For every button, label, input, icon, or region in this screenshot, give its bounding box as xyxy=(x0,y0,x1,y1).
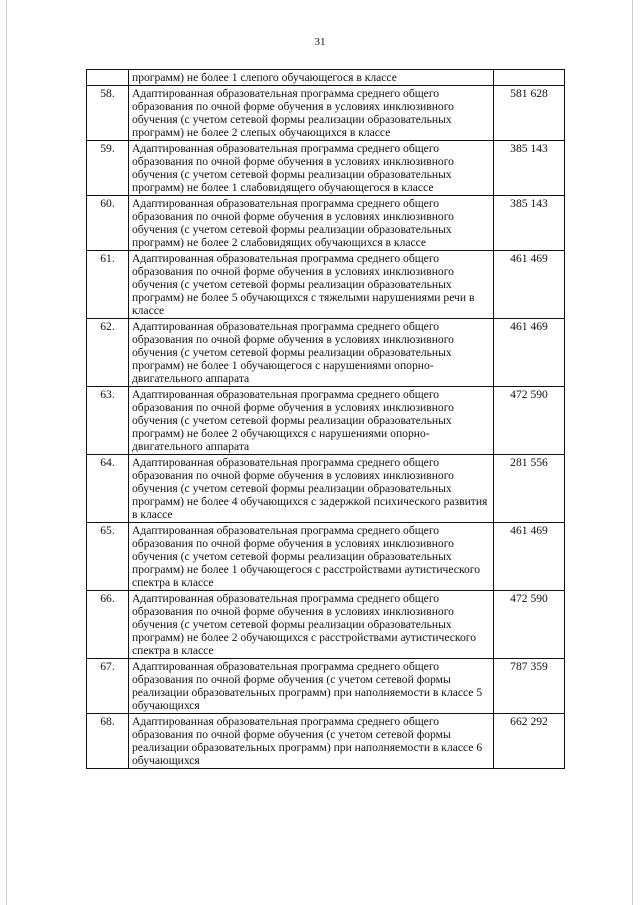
table-row xyxy=(87,196,565,251)
row-description: Адаптированная образовательная программа среднего общего образования по очной форме обучения в условиях инклюзивного обучения (с учетом сетевой формы реализации образовательных программ) не более 4 обучающихся с задержкой психического развития в классе xyxy=(129,455,494,523)
row-description: Адаптированная образовательная программа среднего общего образования по очной форме обучения в условиях инклюзивного обучения (с учетом сетевой формы реализации образовательных программ) не более 2 обучающихся с расстройствами аутистического спектра в классе xyxy=(129,591,494,659)
row-number: 68. xyxy=(87,714,129,769)
row-description: Адаптированная образовательная программа среднего общего образования по очной форме обучения в условиях инклюзивного обучения (с учетом сетевой формы реализации образовательных программ) не более 1 обучающегося с расстройствами аутистического спектра в классе xyxy=(129,523,494,591)
row-description: Адаптированная образовательная программа среднего общего образования по очной форме обучения (с учетом сетевой формы реализации образовательных программ) при наполняемости в классе 6 обучающихся xyxy=(129,714,494,769)
right-scan-edge xyxy=(632,0,633,905)
row-number: 66. xyxy=(87,591,129,659)
row-value: 461 469 xyxy=(494,251,565,319)
row-description: Адаптированная образовательная программа среднего общего образования по очной форме обучения в условиях инклюзивного обучения (с учетом сетевой формы реализации образовательных программ) не более 5 обучающихся с тяжелыми нарушениями речи в классе xyxy=(129,251,494,319)
row-number: 67. xyxy=(87,659,129,714)
row-value: 787 359 xyxy=(494,659,565,714)
document-table xyxy=(86,69,565,769)
table-row xyxy=(87,659,565,714)
row-description: Адаптированная образовательная программа среднего общего образования по очной форме обучения в условиях инклюзивного обучения (с учетом сетевой формы реализации образовательных программ) не более 2 слепых обучающихся в классе xyxy=(129,86,494,141)
row-value: 385 143 xyxy=(494,196,565,251)
row-value: 461 469 xyxy=(494,523,565,591)
table-row-continuation xyxy=(87,70,565,86)
row-number: 64. xyxy=(87,455,129,523)
table-row xyxy=(87,714,565,769)
row-value: 385 143 xyxy=(494,141,565,196)
table-row xyxy=(87,387,565,455)
row-value: 472 590 xyxy=(494,591,565,659)
left-scan-edge xyxy=(6,0,7,905)
row-description: Адаптированная образовательная программа среднего общего образования по очной форме обучения в условиях инклюзивного обучения (с учетом сетевой формы реализации образовательных программ) не более 2 обучающихся с нарушениями опорно-двигательного аппарата xyxy=(129,387,494,455)
row-description: программ) не более 1 слепого обучающегося в классе xyxy=(129,70,494,86)
row-value: 472 590 xyxy=(494,387,565,455)
row-value: 662 292 xyxy=(494,714,565,769)
row-description: Адаптированная образовательная программа среднего общего образования по очной форме обучения в условиях инклюзивного обучения (с учетом сетевой формы реализации образовательных программ) не более 1 слабовидящего обучающегося в классе xyxy=(129,141,494,196)
table-row xyxy=(87,523,565,591)
row-value: 281 556 xyxy=(494,455,565,523)
row-number: 61. xyxy=(87,251,129,319)
page-number: 31 xyxy=(314,36,326,48)
table-row xyxy=(87,86,565,141)
row-value: 461 469 xyxy=(494,319,565,387)
table-row xyxy=(87,319,565,387)
table-row xyxy=(87,141,565,196)
row-number xyxy=(87,70,129,86)
row-number: 65. xyxy=(87,523,129,591)
row-value xyxy=(494,70,565,86)
table-row xyxy=(87,455,565,523)
row-description: Адаптированная образовательная программа среднего общего образования по очной форме обучения в условиях инклюзивного обучения (с учетом сетевой формы реализации образовательных программ) не более 2 слабовидящих обучающихся в классе xyxy=(129,196,494,251)
row-number: 62. xyxy=(87,319,129,387)
row-number: 60. xyxy=(87,196,129,251)
row-number: 58. xyxy=(87,86,129,141)
row-value: 581 628 xyxy=(494,86,565,141)
table-body xyxy=(87,70,565,769)
row-description: Адаптированная образовательная программа среднего общего образования по очной форме обучения (с учетом сетевой формы реализации образовательных программ) при наполняемости в классе 5 обучающихся xyxy=(129,659,494,714)
table-row xyxy=(87,591,565,659)
table-row xyxy=(87,251,565,319)
row-number: 63. xyxy=(87,387,129,455)
row-number: 59. xyxy=(87,141,129,196)
row-description: Адаптированная образовательная программа среднего общего образования по очной форме обучения в условиях инклюзивного обучения (с учетом сетевой формы реализации образовательных программ) не более 1 обучающегося с нарушениями опорно-двигательного аппарата xyxy=(129,319,494,387)
